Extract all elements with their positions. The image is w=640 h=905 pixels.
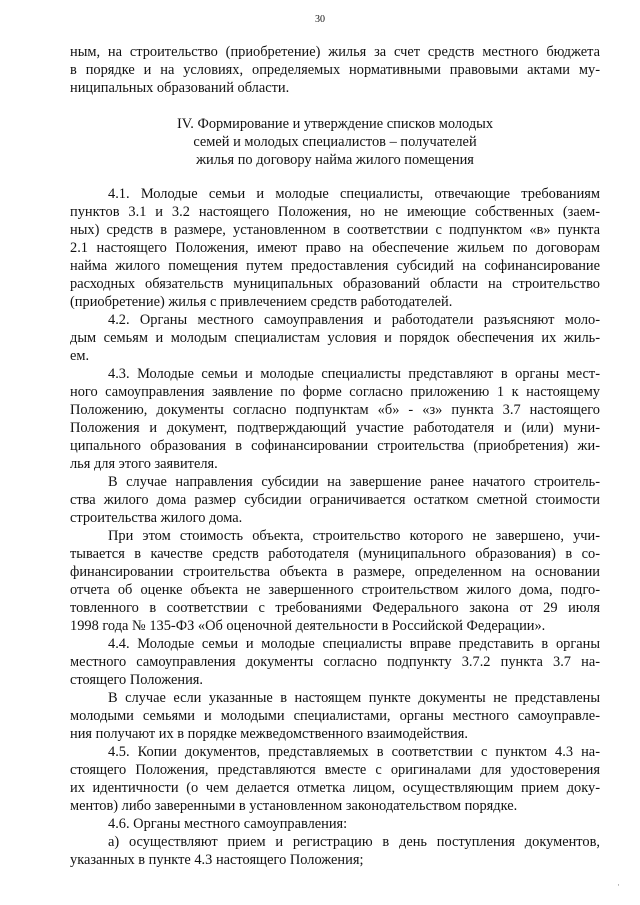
text-line: ментов) либо заверенными в установленном законодательством порядке. (70, 798, 518, 814)
text-line: ципального образования в софинансировании строительства (приобретения) жи- (70, 438, 600, 454)
text-line: стоящего Положения, представляются вместе с оригиналами для удостоверения (70, 762, 600, 778)
text-line: (приобретение) жилья с привлечением средств работодателей. (70, 294, 453, 310)
text-line: 4.2. Органы местного самоуправления и работодатели разъясняют моло- (108, 312, 600, 328)
text-line: 4.1. Молодые семьи и молодые специалисты, отвечающие требованиям (108, 186, 600, 202)
text-line: местного самоуправления документы согласно подпункту 3.7.2 пункта 3.7 на- (70, 654, 600, 670)
text-line: ем. (70, 348, 90, 364)
text-line: в порядке и на условиях, определяемых нормативными правовыми актами му- (70, 62, 600, 78)
text-line: 4.3. Молодые семьи и молодые специалисты представляют в органы мест- (108, 366, 600, 382)
section-heading-line: жилья по договору найма жилого помещения (196, 152, 474, 168)
text-line: ным, на строительство (приобретение) жилья за счет средств местного бюджета (70, 44, 600, 60)
text-line: 1998 года № 135-ФЗ «Об оценочной деятельности в Российской Федерации». (70, 618, 546, 634)
text-line: а) осуществляют прием и регистрацию в день поступления документов, (108, 834, 600, 850)
text-line: 4.4. Молодые семьи и молодые специалисты вправе представить в органы (108, 636, 600, 652)
text-line: ниципальных образований области. (70, 80, 290, 96)
text-line: лья для этого заявителя. (70, 456, 218, 472)
text-line: При этом стоимость объекта, строительство которого не завершено, учи- (108, 528, 600, 544)
text-line: расходных обязательств муниципальных образований области на строительство (70, 276, 600, 292)
page-number: 30 (315, 14, 325, 25)
section-heading-line: IV. Формирование и утверждение списков молодых (176, 116, 494, 132)
text-line: дым семьям и молодым специалистам условия и порядок обеспечения их жиль- (70, 330, 600, 346)
text-line: 2.1 настоящего Положения, имеют право на обеспечение жильем по договорам (70, 240, 600, 256)
text-line: В случае если указанные в настоящем пункте документы не представлены (108, 690, 600, 706)
text-line: Положению, документы согласно подпунктам «б» - «з» пункта 3.7 настоящего (70, 402, 600, 418)
section-heading-line: семей и молодых специалистов – получателей (193, 134, 477, 150)
text-line: отчета об оценке объекта не завершенного строительством жилого дома, подго- (70, 582, 600, 598)
text-line: найма жилого помещения путем предоставления субсидий на софинансирование (70, 258, 600, 274)
text-line: В случае направления субсидии на завершение ранее начатого строитель- (108, 474, 600, 490)
scan-dot: · (617, 880, 620, 890)
text-line: стоящего Положения. (70, 672, 204, 688)
text-line: пунктов 3.1 и 3.2 настоящего Положения, но не имеющие собственных (заем- (70, 204, 600, 220)
text-line: молодыми семьями и молодыми специалистами, органы местного самоуправле- (70, 708, 600, 724)
text-line: тывается в качестве средств работодателя (муниципального образования) в со- (70, 546, 600, 562)
text-line: товленного в соответствии с требованиями Федерального закона от 29 июля (70, 600, 600, 616)
text-line: 4.5. Копии документов, представляемых в соответствии с пунктом 4.3 на- (108, 744, 600, 760)
text-line: ства жилого дома размер субсидии ограничивается остатком сметной стоимости (70, 492, 600, 508)
text-line: ного самоуправления заявление по форме согласно приложению 1 к настоящему (70, 384, 600, 400)
text-line: указанных в пункте 4.3 настоящего Положения; (70, 852, 364, 868)
text-line: их идентичности (о чем делается отметка лицом, осуществляющим прием доку- (70, 780, 600, 796)
text-line: ных) средств в размере, установленном в соответствии с подпунктом «в» пункта (70, 222, 600, 238)
text-line: 4.6. Органы местного самоуправления: (108, 816, 348, 832)
text-line: строительства жилого дома. (70, 510, 243, 526)
text-line: ния получают их в порядке межведомственного взаимодействия. (70, 726, 468, 742)
text-line: Положения и документ, подтверждающий участие работодателя и (или) муни- (70, 420, 600, 436)
text-line: финансировании строительства объекта в размере, определенном на основании (70, 564, 600, 580)
